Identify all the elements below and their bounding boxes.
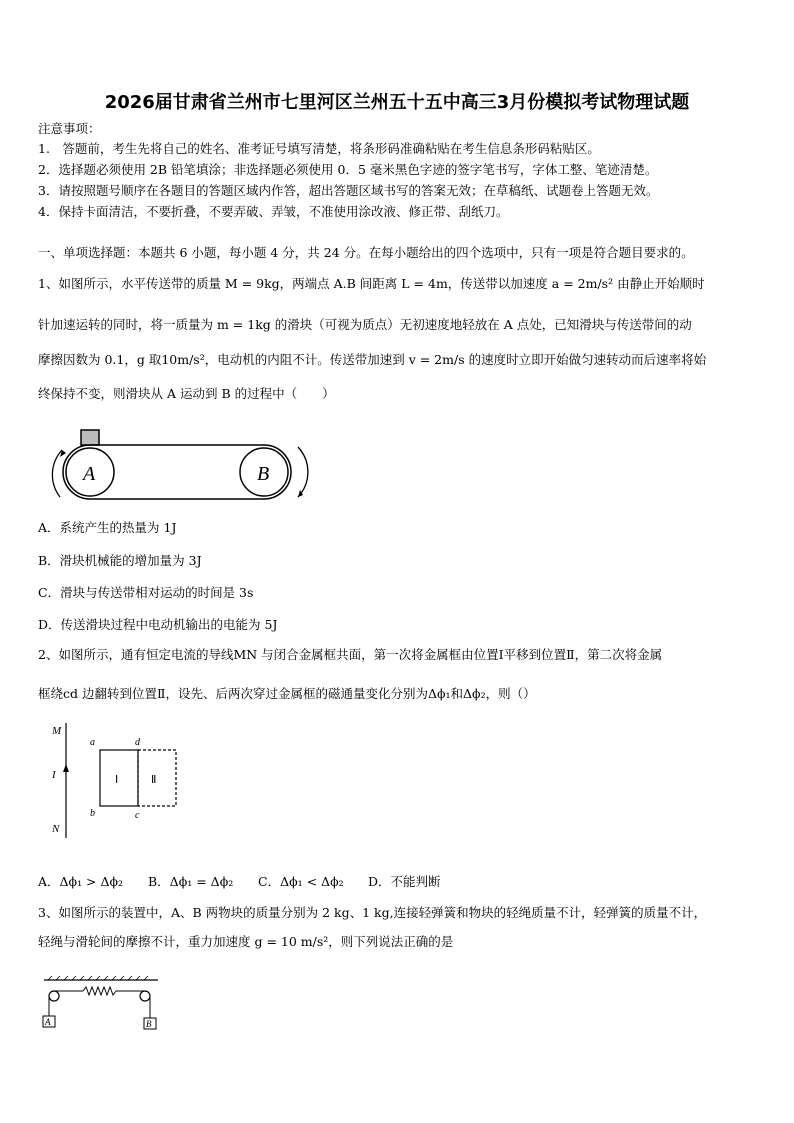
wire-frame-figure [44,718,224,843]
frame-position-1 [100,750,138,806]
q1-option-a: A．系统产生的热量为 1J [38,520,177,535]
current-arrow [63,764,69,772]
corner-a: a [90,737,95,748]
q2-option-b: B．Δϕ₁ = Δϕ₂ [148,874,234,889]
notice-header: 注意事项： [38,121,101,136]
q2-option-d: D．不能判断 [368,874,441,889]
q3-line-2: 轻绳与滑轮间的摩擦不计，重力加速度 g = 10 m/s²，则下列说法正确的是 [38,934,454,949]
pulley-a-label: A [83,463,96,485]
q1-option-c: C．滑块与传送带相对运动的时间是 3s [38,585,254,600]
q1-option-b: B．滑块机械能的增加量为 3J [38,553,202,568]
q1-line-3: 摩擦因数为 0.1，g 取10m/s²，电动机的内阻不计。传送带加速到 v = 2m/s 的速度时立即开始做匀速转动而后速率将始 [38,352,707,367]
q2-option-a: A．Δϕ₁ > Δϕ₂ [38,874,124,889]
q1-line-2: 针加速运转的同时，将一质量为 m = 1kg 的滑块（可视为质点）无初速度地轻放在 A 点处，已知滑块与传送带间的动 [38,317,692,332]
q3-line-1: 3、如图所示的装置中，A、B 两物块的质量分别为 2 kg、1 kg,连接轻弹簧和物块的轻绳质量不计，轻弹簧的质量不计， [38,905,707,920]
notice-item-3: 3．请按照题号顺序在各题目的答题区域内作答，超出答题区域书写的答案无效；在草稿纸、试题卷上答题无效。 [38,183,659,198]
spring [83,987,116,995]
section-heading: 一、单项选择题：本题共 6 小题，每小题 4 分，共 24 分。在每小题给出的四个选项中，只有一项是符合题目要求的。 [38,245,694,260]
block-a-label: A [45,1017,51,1027]
q1-line-4: 终保持不变，则滑块从 A 运动到 B 的过程中（ ） [38,386,335,401]
current-label: I [52,769,56,781]
pulley-right [140,991,150,1001]
pulley-left [49,991,59,1001]
notice-item-4: 4．保持卡面清洁，不要折叠，不要弄破、弄皱，不准使用涂改液、修正带、刮纸刀。 [38,204,509,219]
corner-c: c [135,810,140,821]
rotation-arrow-right [298,447,308,497]
notice-item-1: 1. 答题前，考生先将自己的姓名、准考证号填写清楚，将条形码准确粘贴在考生信息条形码粘贴区。 [38,141,600,156]
q2-line-1: 2、如图所示，通有恒定电流的导线MN 与闭合金属框共面，第一次将金属框由位置Ⅰ平移到位置Ⅱ，第二次将金属 [38,647,663,662]
q2-option-c: C．Δϕ₁ < Δϕ₂ [258,874,344,889]
corner-d: d [135,737,140,748]
q2-line-2: 框绕cd 边翻转到位置Ⅱ，设先、后两次穿过金属框的磁通量变化分别为Δϕ₁和Δϕ₂，则（） [38,686,536,701]
slider-block [81,430,99,445]
frame-position-2 [138,750,176,806]
wire-end-m: M [52,725,62,737]
notice-item-2: 2．选择题必须使用 2B 铅笔填涂；非选择题必须使用 0．5 毫米黑色字迹的签字笔书写，字体工整、笔迹清楚。 [38,162,658,177]
corner-b: b [90,808,95,819]
pulley-b-label: B [257,463,270,485]
region-1: Ⅰ [115,774,119,786]
wire-end-n: N [52,823,60,835]
conveyor-belt-figure [40,425,320,505]
pulley-spring-figure [38,966,168,1034]
q1-line-1: 1、如图所示，水平传送带的质量 M = 9kg，两端点 A.B 间距离 L = 4m，传送带以加速度 a = 2m/s² 由静止开始顺时 [38,276,705,291]
q1-option-d: D．传送滑块过程中电动机输出的电能为 5J [38,617,278,632]
region-2: Ⅱ [151,774,157,786]
block-b-label: B [146,1019,152,1029]
page-title: 2026届甘肃省兰州市七里河区兰州五十五中高三3月份模拟考试物理试题 [104,92,690,113]
rotation-arrow-left [52,450,62,497]
